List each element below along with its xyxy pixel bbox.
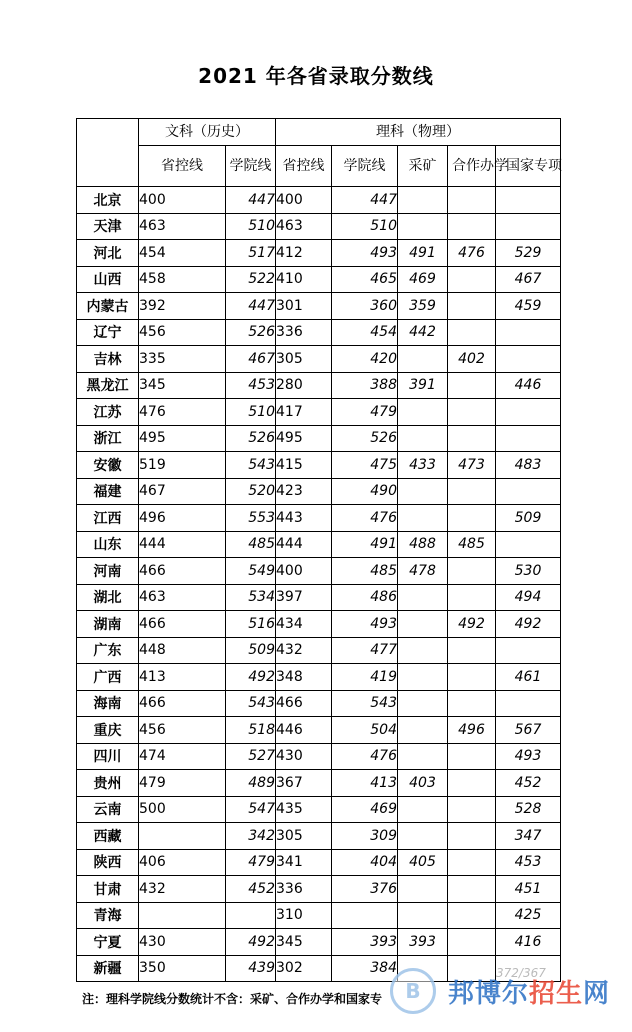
- cell-wenke-shengkong: 392: [139, 293, 226, 320]
- cell-like-shengkong: 367: [276, 770, 332, 797]
- cell-caikuang: [398, 876, 448, 903]
- cell-like-xueyuan: 419: [332, 664, 398, 691]
- cell-like-shengkong: 412: [276, 240, 332, 267]
- cell-wenke-shengkong: 458: [139, 266, 226, 293]
- cell-wenke-xueyuan: 489: [226, 770, 276, 797]
- table-row: [77, 823, 561, 850]
- province-cell: 江西: [77, 505, 139, 532]
- cell-like-shengkong: 444: [276, 531, 332, 558]
- cell-wenke-shengkong: [139, 823, 226, 850]
- cell-caikuang: [398, 478, 448, 505]
- cell-caikuang: 359: [398, 293, 448, 320]
- cell-zhuanxiang: 446: [496, 372, 561, 399]
- cell-wenke-shengkong: 495: [139, 425, 226, 452]
- cell-zhuanxiang: 467: [496, 266, 561, 293]
- cell-zhuanxiang: 451: [496, 876, 561, 903]
- cell-wenke-shengkong: 476: [139, 399, 226, 426]
- cell-like-xueyuan: 384: [332, 955, 398, 982]
- cell-wenke-xueyuan: 485: [226, 531, 276, 558]
- province-cell: 海南: [77, 690, 139, 717]
- cell-zhuanxiang: 483: [496, 452, 561, 479]
- cell-wenke-shengkong: 479: [139, 770, 226, 797]
- cell-wenke-xueyuan: 543: [226, 690, 276, 717]
- cell-zhuanxiang: 567: [496, 717, 561, 744]
- cell-like-shengkong: 417: [276, 399, 332, 426]
- cell-wenke-shengkong: 350: [139, 955, 226, 982]
- cell-zhuanxiang: 347: [496, 823, 561, 850]
- table-row: [77, 478, 561, 505]
- cell-caikuang: 488: [398, 531, 448, 558]
- cell-wenke-shengkong: 466: [139, 558, 226, 585]
- cell-wenke-xueyuan: 527: [226, 743, 276, 770]
- cell-wenke-xueyuan: 439: [226, 955, 276, 982]
- corner-cell: [77, 119, 139, 187]
- cell-zhuanxiang: 493: [496, 743, 561, 770]
- cell-zhuanxiang: [496, 213, 561, 240]
- cell-caikuang: [398, 637, 448, 664]
- cell-wenke-shengkong: 400: [139, 187, 226, 214]
- province-cell: 西藏: [77, 823, 139, 850]
- table-row: [77, 717, 561, 744]
- cell-wenke-xueyuan: 526: [226, 319, 276, 346]
- cell-caikuang: [398, 425, 448, 452]
- cell-hezuo: [448, 664, 496, 691]
- cell-like-shengkong: 302: [276, 955, 332, 982]
- table-row: [77, 187, 561, 214]
- cell-wenke-xueyuan: 479: [226, 849, 276, 876]
- cell-caikuang: [398, 213, 448, 240]
- watermark-part2: 招生: [529, 978, 584, 1009]
- province-cell: 重庆: [77, 717, 139, 744]
- cell-wenke-shengkong: [139, 902, 226, 929]
- cell-like-xueyuan: 493: [332, 240, 398, 267]
- cell-caikuang: 433: [398, 452, 448, 479]
- cell-like-xueyuan: 469: [332, 796, 398, 823]
- cell-hezuo: 402: [448, 346, 496, 373]
- header-wenke: 文科（历史）: [139, 119, 276, 146]
- cell-caikuang: [398, 611, 448, 638]
- cell-caikuang: [398, 505, 448, 532]
- cell-like-shengkong: 310: [276, 902, 332, 929]
- cell-zhuanxiang: [496, 425, 561, 452]
- cell-like-shengkong: 397: [276, 584, 332, 611]
- cell-wenke-xueyuan: 510: [226, 213, 276, 240]
- table-row: [77, 505, 561, 532]
- cell-like-xueyuan: 393: [332, 929, 398, 956]
- col-header: 学院线: [332, 146, 398, 187]
- cell-like-xueyuan: 543: [332, 690, 398, 717]
- table-row: [77, 319, 561, 346]
- cell-zhuanxiang: 416: [496, 929, 561, 956]
- cell-wenke-xueyuan: 518: [226, 717, 276, 744]
- cell-like-shengkong: 336: [276, 319, 332, 346]
- cell-like-xueyuan: 376: [332, 876, 398, 903]
- score-table: [76, 118, 561, 982]
- cell-wenke-shengkong: 430: [139, 929, 226, 956]
- cell-caikuang: 391: [398, 372, 448, 399]
- province-cell: 内蒙古: [77, 293, 139, 320]
- cell-like-shengkong: 305: [276, 346, 332, 373]
- cell-wenke-shengkong: 448: [139, 637, 226, 664]
- table-row: [77, 929, 561, 956]
- cell-wenke-shengkong: 432: [139, 876, 226, 903]
- cell-wenke-xueyuan: 452: [226, 876, 276, 903]
- cell-hezuo: [448, 743, 496, 770]
- cell-hezuo: [448, 399, 496, 426]
- cell-caikuang: 405: [398, 849, 448, 876]
- cell-wenke-xueyuan: 547: [226, 796, 276, 823]
- header-like: 理科（物理）: [276, 119, 561, 146]
- cell-hezuo: 473: [448, 452, 496, 479]
- province-cell: 湖北: [77, 584, 139, 611]
- table-row: [77, 240, 561, 267]
- cell-like-shengkong: 435: [276, 796, 332, 823]
- cell-wenke-shengkong: 463: [139, 584, 226, 611]
- table-row: [77, 425, 561, 452]
- province-cell: 山东: [77, 531, 139, 558]
- province-cell: 吉林: [77, 346, 139, 373]
- cell-like-xueyuan: 465: [332, 266, 398, 293]
- cell-caikuang: [398, 717, 448, 744]
- cell-wenke-xueyuan: [226, 902, 276, 929]
- province-cell: 辽宁: [77, 319, 139, 346]
- cell-like-xueyuan: 486: [332, 584, 398, 611]
- page-title: 2021 年各省录取分数线: [198, 64, 434, 88]
- table-row: [77, 213, 561, 240]
- cell-like-xueyuan: 510: [332, 213, 398, 240]
- province-cell: 陕西: [77, 849, 139, 876]
- table-row: [77, 266, 561, 293]
- cell-caikuang: [398, 584, 448, 611]
- cell-like-shengkong: 466: [276, 690, 332, 717]
- faded-text: 372/367: [496, 966, 546, 980]
- col-header: 国家专项: [496, 146, 561, 187]
- cell-caikuang: 469: [398, 266, 448, 293]
- watermark: [390, 968, 610, 1014]
- cell-caikuang: [398, 902, 448, 929]
- cell-hezuo: [448, 902, 496, 929]
- cell-wenke-xueyuan: 543: [226, 452, 276, 479]
- cell-zhuanxiang: 529: [496, 240, 561, 267]
- cell-caikuang: [398, 823, 448, 850]
- cell-wenke-xueyuan: 467: [226, 346, 276, 373]
- cell-hezuo: [448, 505, 496, 532]
- table-row: [77, 664, 561, 691]
- province-cell: 安徽: [77, 452, 139, 479]
- cell-like-shengkong: 305: [276, 823, 332, 850]
- province-cell: 湖南: [77, 611, 139, 638]
- cell-wenke-xueyuan: 509: [226, 637, 276, 664]
- province-cell: 广东: [77, 637, 139, 664]
- cell-like-xueyuan: 454: [332, 319, 398, 346]
- cell-hezuo: [448, 637, 496, 664]
- cell-like-shengkong: 410: [276, 266, 332, 293]
- province-cell: 黑龙江: [77, 372, 139, 399]
- table-row: [77, 584, 561, 611]
- cell-like-shengkong: 415: [276, 452, 332, 479]
- province-cell: 甘肃: [77, 876, 139, 903]
- cell-caikuang: 478: [398, 558, 448, 585]
- watermark-part3: 网: [583, 978, 611, 1009]
- cell-wenke-shengkong: 467: [139, 478, 226, 505]
- table-row: [77, 611, 561, 638]
- table-row: [77, 531, 561, 558]
- cell-like-xueyuan: 309: [332, 823, 398, 850]
- cell-hezuo: [448, 929, 496, 956]
- cell-like-shengkong: 348: [276, 664, 332, 691]
- cell-hezuo: [448, 823, 496, 850]
- table-row: [77, 372, 561, 399]
- cell-wenke-shengkong: 335: [139, 346, 226, 373]
- cell-zhuanxiang: 425: [496, 902, 561, 929]
- cell-hezuo: [448, 187, 496, 214]
- cell-like-xueyuan: 404: [332, 849, 398, 876]
- cell-like-xueyuan: 476: [332, 505, 398, 532]
- province-cell: 河北: [77, 240, 139, 267]
- cell-wenke-shengkong: 466: [139, 690, 226, 717]
- cell-caikuang: [398, 664, 448, 691]
- cell-like-shengkong: 336: [276, 876, 332, 903]
- cell-wenke-shengkong: 345: [139, 372, 226, 399]
- cell-like-xueyuan: 491: [332, 531, 398, 558]
- cell-like-xueyuan: 504: [332, 717, 398, 744]
- cell-hezuo: 496: [448, 717, 496, 744]
- province-cell: 青海: [77, 902, 139, 929]
- cell-wenke-shengkong: 519: [139, 452, 226, 479]
- province-cell: 山西: [77, 266, 139, 293]
- cell-zhuanxiang: 509: [496, 505, 561, 532]
- cell-hezuo: [448, 690, 496, 717]
- watermark-part1: 邦博尔: [448, 978, 530, 1009]
- province-cell: 北京: [77, 187, 139, 214]
- cell-like-shengkong: 280: [276, 372, 332, 399]
- cell-caikuang: [398, 796, 448, 823]
- cell-wenke-xueyuan: 517: [226, 240, 276, 267]
- cell-wenke-shengkong: 463: [139, 213, 226, 240]
- province-cell: 福建: [77, 478, 139, 505]
- table-row: [77, 743, 561, 770]
- cell-like-shengkong: 432: [276, 637, 332, 664]
- footnote: 注：理科学院线分数统计不含：采矿、合作办学和国家专: [82, 992, 383, 1006]
- cell-zhuanxiang: 452: [496, 770, 561, 797]
- table-row: [77, 849, 561, 876]
- cell-zhuanxiang: [496, 399, 561, 426]
- cell-caikuang: [398, 399, 448, 426]
- cell-zhuanxiang: [496, 637, 561, 664]
- cell-caikuang: 403: [398, 770, 448, 797]
- cell-like-shengkong: 463: [276, 213, 332, 240]
- cell-wenke-shengkong: 466: [139, 611, 226, 638]
- cell-wenke-xueyuan: 492: [226, 664, 276, 691]
- cell-zhuanxiang: [496, 346, 561, 373]
- cell-zhuanxiang: [496, 478, 561, 505]
- cell-hezuo: [448, 266, 496, 293]
- cell-caikuang: [398, 346, 448, 373]
- cell-wenke-xueyuan: 510: [226, 399, 276, 426]
- cell-like-xueyuan: 360: [332, 293, 398, 320]
- province-cell: 新疆: [77, 955, 139, 982]
- table-row: [77, 796, 561, 823]
- province-cell: 江苏: [77, 399, 139, 426]
- cell-wenke-xueyuan: 447: [226, 293, 276, 320]
- cell-hezuo: [448, 478, 496, 505]
- cell-wenke-shengkong: 406: [139, 849, 226, 876]
- cell-hezuo: 476: [448, 240, 496, 267]
- cell-wenke-shengkong: 413: [139, 664, 226, 691]
- table-row: [77, 293, 561, 320]
- cell-wenke-xueyuan: 453: [226, 372, 276, 399]
- cell-like-xueyuan: 477: [332, 637, 398, 664]
- cell-like-shengkong: 434: [276, 611, 332, 638]
- cell-wenke-xueyuan: 549: [226, 558, 276, 585]
- cell-like-shengkong: 423: [276, 478, 332, 505]
- cell-wenke-xueyuan: 522: [226, 266, 276, 293]
- cell-hezuo: [448, 372, 496, 399]
- cell-zhuanxiang: [496, 531, 561, 558]
- cell-hezuo: 485: [448, 531, 496, 558]
- cell-like-xueyuan: 420: [332, 346, 398, 373]
- cell-wenke-shengkong: 474: [139, 743, 226, 770]
- table-row: [77, 902, 561, 929]
- cell-caikuang: 442: [398, 319, 448, 346]
- cell-wenke-xueyuan: 520: [226, 478, 276, 505]
- cell-like-xueyuan: 476: [332, 743, 398, 770]
- cell-zhuanxiang: 459: [496, 293, 561, 320]
- cell-like-xueyuan: 493: [332, 611, 398, 638]
- cell-wenke-xueyuan: 516: [226, 611, 276, 638]
- cell-wenke-shengkong: 444: [139, 531, 226, 558]
- watermark-logo-icon: B: [390, 968, 436, 1014]
- cell-zhuanxiang: 453: [496, 849, 561, 876]
- province-cell: 四川: [77, 743, 139, 770]
- cell-zhuanxiang: 494: [496, 584, 561, 611]
- cell-like-shengkong: 400: [276, 558, 332, 585]
- province-cell: 浙江: [77, 425, 139, 452]
- cell-like-shengkong: 341: [276, 849, 332, 876]
- col-header: 省控线: [276, 146, 332, 187]
- cell-like-shengkong: 400: [276, 187, 332, 214]
- cell-like-xueyuan: 479: [332, 399, 398, 426]
- province-cell: 云南: [77, 796, 139, 823]
- cell-like-xueyuan: 447: [332, 187, 398, 214]
- cell-like-xueyuan: 388: [332, 372, 398, 399]
- table-row: [77, 558, 561, 585]
- province-cell: 广西: [77, 664, 139, 691]
- table-row: [77, 637, 561, 664]
- table-row: [77, 399, 561, 426]
- cell-zhuanxiang: [496, 319, 561, 346]
- cell-wenke-shengkong: 456: [139, 319, 226, 346]
- cell-like-shengkong: 301: [276, 293, 332, 320]
- cell-like-shengkong: 430: [276, 743, 332, 770]
- cell-caikuang: 491: [398, 240, 448, 267]
- cell-caikuang: [398, 690, 448, 717]
- cell-hezuo: [448, 425, 496, 452]
- cell-like-xueyuan: 526: [332, 425, 398, 452]
- cell-zhuanxiang: 492: [496, 611, 561, 638]
- table-row: [77, 876, 561, 903]
- cell-like-shengkong: 495: [276, 425, 332, 452]
- cell-like-shengkong: 345: [276, 929, 332, 956]
- col-header: 采矿: [398, 146, 448, 187]
- cell-wenke-shengkong: 500: [139, 796, 226, 823]
- cell-wenke-xueyuan: 553: [226, 505, 276, 532]
- col-header: 合作办学: [448, 146, 496, 187]
- table-row: [77, 690, 561, 717]
- cell-wenke-shengkong: 496: [139, 505, 226, 532]
- cell-caikuang: 393: [398, 929, 448, 956]
- cell-hezuo: [448, 849, 496, 876]
- cell-hezuo: [448, 319, 496, 346]
- cell-wenke-shengkong: 456: [139, 717, 226, 744]
- cell-wenke-xueyuan: 492: [226, 929, 276, 956]
- cell-zhuanxiang: 461: [496, 664, 561, 691]
- cell-wenke-shengkong: 454: [139, 240, 226, 267]
- cell-caikuang: [398, 187, 448, 214]
- cell-hezuo: 492: [448, 611, 496, 638]
- cell-like-shengkong: 446: [276, 717, 332, 744]
- cell-like-xueyuan: 413: [332, 770, 398, 797]
- cell-wenke-xueyuan: 342: [226, 823, 276, 850]
- cell-hezuo: [448, 558, 496, 585]
- cell-zhuanxiang: 530: [496, 558, 561, 585]
- cell-wenke-xueyuan: 447: [226, 187, 276, 214]
- cell-like-xueyuan: 475: [332, 452, 398, 479]
- province-cell: 宁夏: [77, 929, 139, 956]
- table-row: [77, 346, 561, 373]
- cell-zhuanxiang: [496, 187, 561, 214]
- cell-zhuanxiang: [496, 690, 561, 717]
- cell-wenke-xueyuan: 526: [226, 425, 276, 452]
- col-header: 学院线: [226, 146, 276, 187]
- cell-hezuo: [448, 584, 496, 611]
- cell-caikuang: [398, 743, 448, 770]
- cell-like-xueyuan: 485: [332, 558, 398, 585]
- cell-hezuo: [448, 770, 496, 797]
- province-cell: 贵州: [77, 770, 139, 797]
- cell-like-xueyuan: [332, 902, 398, 929]
- col-header: 省控线: [139, 146, 226, 187]
- cell-like-shengkong: 443: [276, 505, 332, 532]
- cell-hezuo: [448, 876, 496, 903]
- cell-like-xueyuan: 490: [332, 478, 398, 505]
- cell-hezuo: [448, 213, 496, 240]
- watermark-text: [448, 973, 610, 1010]
- table-row: [77, 770, 561, 797]
- cell-zhuanxiang: 528: [496, 796, 561, 823]
- cell-hezuo: [448, 796, 496, 823]
- province-cell: 河南: [77, 558, 139, 585]
- cell-wenke-xueyuan: 534: [226, 584, 276, 611]
- cell-hezuo: [448, 293, 496, 320]
- table-row: [77, 452, 561, 479]
- province-cell: 天津: [77, 213, 139, 240]
